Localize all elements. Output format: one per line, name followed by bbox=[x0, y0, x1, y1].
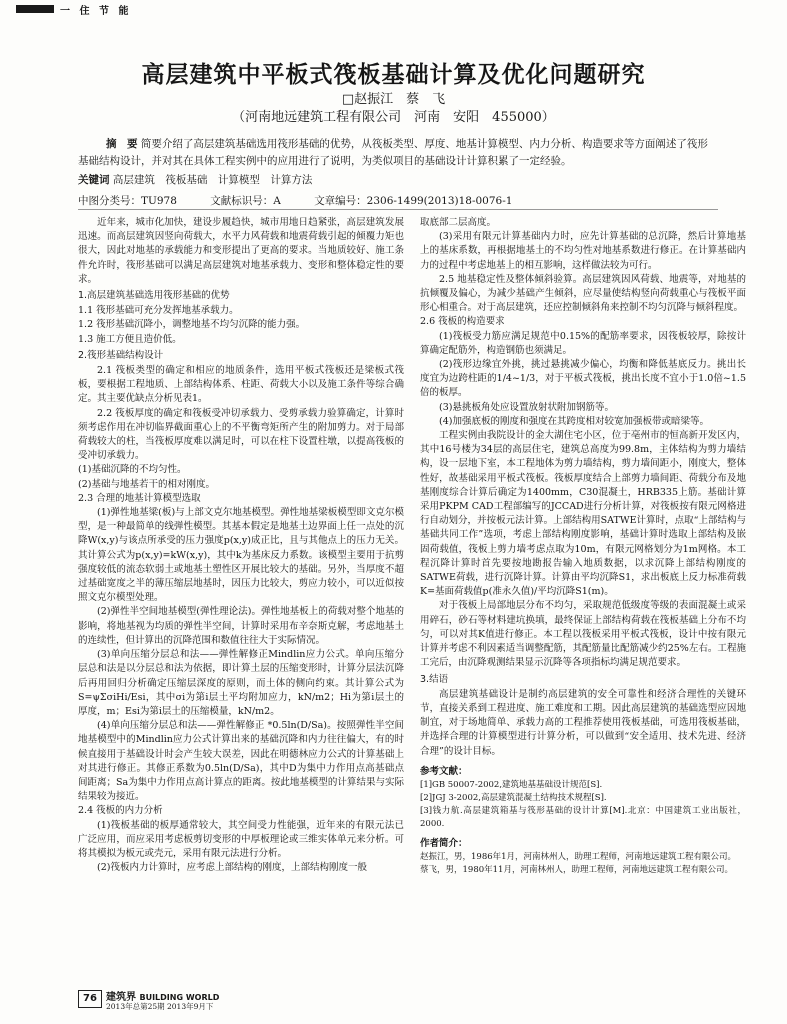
left-column-subheading: 1.2 筏形基础沉降小，调整地基不均匀沉降的能力强。 bbox=[78, 319, 306, 331]
body-left-column bbox=[78, 216, 404, 875]
right-column-paragraph: (4)加强底板的刚度和强度在其跨度相对较宽加强板带或暗梁等。 bbox=[439, 415, 709, 427]
left-column-paragraph: 2.2 筏板厚度的确定和筏板受冲切承载力、受剪承载力验算确定，计算时须考虑作用在冲切临界截面重心上的不平衡弯矩所产生的附加剪力。对于局部荷载较大的柱，当筏板厚度难以满足时，可以在柱下设置柱墩，以提高筏板的受冲切承载力。 bbox=[78, 407, 404, 462]
journal-name-en: BUILDING WORLD bbox=[139, 993, 220, 1002]
left-column-paragraph: (2)弹性半空间地基模型(弹性理论法)。弹性地基板上的荷载对整个地基的影响，将地基视为均质的弹性半空间，计算时采用布辛奈斯克解，考虑地基土的连续性，但计算出的沉降范围和数值往往大于实际情况。 bbox=[78, 606, 404, 646]
footer-issue: 2013年总第25期 2013年9月下 bbox=[106, 1002, 214, 1011]
left-column-subheading: 1.3 施工方便且造价低。 bbox=[78, 333, 182, 345]
right-column-heading: 3.结语 bbox=[420, 673, 449, 685]
keywords-label: 关键词 bbox=[78, 174, 110, 186]
left-column-paragraph: (4)单向压缩分层总和法——弹性解修正 *0.5ln(D/Sa)。按照弹性半空间地基模型中的Mindlin应力公式计算出来的基础沉降和内力往往偏大，有的时候直接用于基础设计时会产生较大误差，因此在明德林应力公式的计算基础上对其进行修正。其修正系数为0.5ln(D/Sa)，其中D为集中力作用点高基础点间距离；Sa为集中力作用点高计算点的距离。按此地基模型的计算结果与实际结果较为接近。 bbox=[78, 720, 404, 803]
right-column-section-label: 作者简介： bbox=[420, 837, 468, 849]
clc-number: 中图分类号：TU978 bbox=[78, 195, 177, 207]
header-black-bar bbox=[16, 5, 54, 13]
right-column-paragraph: (3)悬挑板角处应设置放射状附加钢筋等。 bbox=[439, 401, 614, 413]
right-column-reference: 赵振江，男，1986年1月，河南林州人，助理工程师，河南地远建筑工程有限公司。 bbox=[420, 852, 737, 863]
running-header bbox=[16, 3, 166, 15]
header-section-label: 一 住 节 能 bbox=[60, 6, 132, 17]
right-column-reference: [3]钱力航.高层建筑箱基与筏形基础的设计计算[M].北京：中国建筑工业出版社，2000. bbox=[420, 805, 746, 829]
right-column-reference: 蔡飞，男，1980年11月，河南林州人，助理工程师，河南地远建筑工程有限公司。 bbox=[420, 865, 733, 876]
right-column-paragraph: (1)筏板受力筋应满足规范中0.15%的配筋率要求，因筏板较厚，除按计算确定配筋外，构造钢筋也须满足。 bbox=[420, 330, 746, 356]
page-number: 76 bbox=[78, 990, 102, 1008]
right-column-paragraph: 取底部二层高度。 bbox=[420, 217, 497, 228]
right-column-paragraph: 2.5 地基稳定性及整体倾斜验算。高层建筑因风荷载、地震等，对地基的抗倾覆及偏心，为减少基础产生倾斜，应尽量使结构竖向荷载重心与筏板平面形心相重合。对于高层建筑，还应控制倾斜角来控制不均匀沉降与倾斜程度。 bbox=[420, 273, 746, 314]
right-column-paragraph: 高层建筑基础设计是制约高层建筑的安全可靠性和经济合理性的关键环节，直接关系到工程进度、施工难度和工期。因此高层建筑的基础选型应因地制宜，对于场地简单、承载力高的工程推荐使用筏板基础，可选用筏板基础，并选择合理的计算模型进行计算分析，可以做到“安全适用、技术先进、经济合理”的设计目标。 bbox=[420, 688, 746, 757]
abstract-label: 摘 要 bbox=[106, 138, 138, 150]
right-column-reference: [2]JGJ 3-2002,高层建筑混凝土结构技术规程[S]. bbox=[420, 792, 607, 803]
left-column-subheading: 2.4 筏板的内力分析 bbox=[78, 805, 163, 817]
left-column-paragraph: (1)筏板基础的板厚通常较大，其空间受力性能强，近年来的有限元法已广泛应用，而应采用考虑板剪切变形的中厚板理论或三维实体单元来分析。可将其模拟为板元或壳元，采用有限元法进行分析。 bbox=[78, 819, 404, 859]
abstract-text: 简要介绍了高层建筑基础选用筏形基础的优势，从筏板类型、厚度、地基计算模型、内力分析、构造要求等方面阐述了筏形基础结构设计，并对其在具体工程实例中的应用进行了说明，为类似项目的基础设计计算积累了一定经验。 bbox=[78, 138, 708, 167]
right-column-paragraph: 工程实例由我院设计的金大湖住宅小区，位于亳州市的恒高新开发区内，其中16号楼为34层的高层住宅，建筑总高度为99.8m，主体结构为剪力墙结构，设一层地下室，本工程地体为剪力墙结构，剪力墙间距小，刚度大，整体性好，故基础采用平板式筏板。筏板厚度结合上部剪力墙间距、荷载分布及地基刚度综合计算后确定为1400mm，C30混凝土，HRB335上筋。基础计算采用PKPM CAD工程部编写的JCCAD进行分析计算，对筏板按有限元网格进行自动划分，并按板元法计算。上部结构用SATWE计算时，点取“上部结构与基础共同工作”选项，考虑上部结构刚度影响，基础计算时选取上部结构及嵌固荷载值，筏板上剪力墙考虑点取为10m，有限元网格划分为1m网格。本工程沉降计算时首先要按地勘报告输入地质数据，以求沉降上部结构刚度的SATWE荷载，进行沉降计算。计算由平均沉降S1，求出板底上反力标准荷载K=基面荷载值p(准永久值)/平均沉降S1(m)。 bbox=[420, 430, 746, 598]
paper-title: 高层建筑中平板式筏板基础计算及优化问题研究 bbox=[141, 62, 646, 88]
right-column-section-label: 参考文献： bbox=[420, 765, 468, 777]
left-column-heading: 2.筏形基础结构设计 bbox=[78, 349, 164, 361]
classification-line bbox=[78, 193, 718, 208]
paper-affiliation: （河南地远建筑工程有限公司 河南 安阳 455000） bbox=[232, 110, 555, 125]
article-number: 文章编号：2306-1499(2013)18-0076-1 bbox=[314, 195, 513, 207]
divider bbox=[78, 209, 718, 210]
right-column-paragraph: 对于筏板上局部地层分布不均匀，采取规范低级度等级的表面混凝土或采用碎石，砂石等材料建坑换填，最终保证上部结构荷载在筏板基础上分布不均匀，可以对其K值进行修正。本工程以筏板采用平板式筏板，设计中按有限元计算并考虑不利因素适当调整配筋，其配筋量比配筋减少约25%左右。工程施工完后，由沉降观测结果显示沉降等各项指标均满足规范要求。 bbox=[420, 600, 746, 669]
left-column-paragraph: (2)筏板内力计算时，应考虑上部结构的刚度，上部结构刚度一般 bbox=[97, 862, 367, 874]
left-column-subheading: (2)基础与地基若干的相对刚度。 bbox=[78, 478, 215, 490]
left-column-subheading: 2.3 合理的地基计算模型选取 bbox=[78, 492, 201, 504]
left-column-subheading: (1)基础沉降的不均匀性。 bbox=[78, 464, 187, 476]
journal-name: 建筑界 bbox=[106, 992, 136, 1003]
right-column-paragraph: (2)筏形边缘宜外挑，挑过悬挑减少偏心，均衡和降低基底反力。挑出长度宜为边跨柱距的1/4~1/3，对于平板式筏板，挑出长度不宜小于1.0倍~1.5倍的板厚。 bbox=[420, 359, 746, 399]
keywords bbox=[78, 172, 718, 187]
keywords-text: 高层建筑 筏板基础 计算模型 计算方法 bbox=[112, 174, 313, 186]
abstract bbox=[78, 136, 718, 170]
paper-authors: □赵振江 蔡 飞 bbox=[341, 92, 446, 107]
left-column-paragraph: (1)弹性地基梁(板)与上部文克尔地基模型。弹性地基梁板模型即文克尔模型，是一种最简单的线弹性模型。其基本假定是地基土边界面上任一点处的沉降W(x,y)与该点所承受的压力强度p(x,y)成正比，且与其他点上的压力无关。其计算公式为p(x,y)=kW(x,y)，其中k为基床反力系数。该模型主要用于抗剪强度较低的流态软弱土或地基土塑性区开展比较大的基础。另外，当厚度不超过基础宽度之半的薄压缩层地基时，因压力比较大，剪应力较小，可以近似按照文克尔模型处理。 bbox=[78, 507, 404, 604]
right-column-reference: [1]GB 50007-2002,建筑地基基础设计规范[S]. bbox=[420, 779, 603, 790]
left-column-paragraph: (3)单向压缩分层总和法——弹性解修正Mindlin应力公式。单向压缩分层总和法是以分层总和法为依据，即计算土层的压缩变形时，计算分层法沉降后再用回归分析确定压缩层深度的原则，而土体的侧向约束。其计算公式为S=ψΣσiHi/Esi，其中σi为第i层土平均附加应力，kN/m2；Hi为第i层土的厚度，m；Esi为第i层土的压缩模量，kN/m2。 bbox=[78, 649, 404, 717]
left-column-heading: 1.高层建筑基础选用筏形基础的优势 bbox=[78, 290, 230, 302]
left-column-paragraph: 近年来，城市化加快，建设步履趋快，城市用地日趋紧张，高层建筑发展迅速。而高层建筑因竖向荷载大，水平力风荷载和地震荷载引起的倾覆力矩也很大，因此对地基的承载能力和变形提出了更高的要求。当地质较好、施工条件允许时，筏形基础可以满足高层建筑对地基承载力、变形和整体稳定性的要求。 bbox=[78, 217, 404, 285]
right-column-paragraph: (3)采用有限元计算基础内力时，应先计算基础的总沉降，然后计算地基上的基床系数，再根据地基土的不均匀性对地基系数进行修正。在计算基础内力的过程中考虑地基上的相互影响，这样做法较为可行。 bbox=[420, 231, 746, 271]
body-right-column bbox=[420, 216, 746, 877]
left-column-subheading: 1.1 筏形基础可充分发挥地基承载力。 bbox=[78, 305, 239, 317]
right-column-subheading: 2.6 筏板的构造要求 bbox=[420, 316, 505, 328]
document-code: 文献标识号：A bbox=[210, 195, 281, 207]
left-column-paragraph: 2.1 筏板类型的确定和相应的地质条件，选用平板式筏板还是梁板式筏板，要根据工程地质、上部结构体系、柱距、荷载大小以及施工条件等综合确定。其主要优缺点分析见表1。 bbox=[78, 365, 404, 405]
